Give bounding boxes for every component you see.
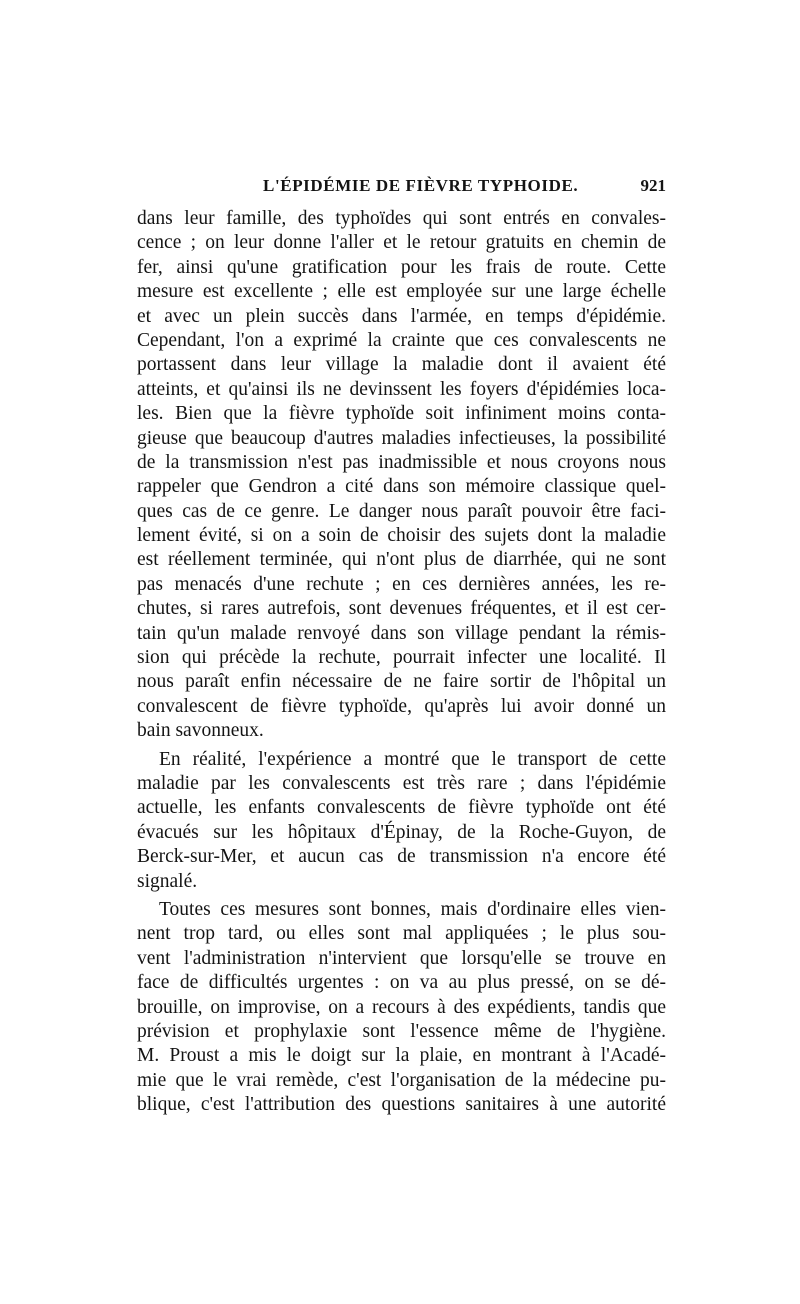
- text-line: chutes, si rares autrefois, sont devenues fréquentes, et il est cer-: [137, 598, 666, 620]
- text-line: vent l'administration n'intervient que lorsqu'elle se trouve en: [137, 947, 666, 969]
- text-line: convalescent de fièvre typhoïde, qu'après lui avoir donné un: [137, 695, 666, 717]
- text-line: rappeler que Gendron a cité dans son mémoire classique quel-: [137, 476, 666, 498]
- text-line: fer, ainsi qu'une gratification pour les frais de route. Cette: [137, 256, 666, 278]
- text-line: face de difficultés urgentes : on va au plus pressé, on se dé-: [137, 972, 666, 994]
- text-line: gieuse que beaucoup d'autres maladies infectieuses, la possibilité: [137, 427, 666, 449]
- text-line: maladie par les convalescents est très rare ; dans l'épidémie: [137, 772, 666, 794]
- text-line: signalé.: [137, 870, 198, 892]
- text-line: évacués sur les hôpitaux d'Épinay, de la Roche-Guyon, de: [137, 821, 666, 843]
- text-line: pas menacés d'une rechute ; en ces dernières années, les re-: [137, 573, 666, 595]
- paragraph-1: [137, 207, 666, 744]
- text-line: Cependant, l'on a exprimé la crainte que ces convalescents ne: [137, 329, 666, 351]
- text-line: En réalité, l'expérience a montré que le transport de cette: [159, 748, 666, 770]
- text-line: Toutes ces mesures sont bonnes, mais d'ordinaire elles vien-: [159, 898, 666, 920]
- text-line: ques cas de ce genre. Le danger nous paraît pouvoir être faci-: [137, 500, 666, 522]
- running-head: [137, 176, 666, 200]
- paragraph-2: [137, 748, 666, 894]
- text-line: les. Bien que la fièvre typhoïde soit infiniment moins conta-: [137, 403, 666, 425]
- text-line: sion qui précède la rechute, pourrait infecter une localité. Il: [137, 647, 666, 669]
- text-line: nous paraît enfin nécessaire de ne faire sortir de l'hôpital un: [137, 671, 666, 693]
- text-line: dans leur famille, des typhoïdes qui sont entrés en convales-: [137, 208, 666, 229]
- text-line: cence ; on leur donne l'aller et le retour gratuits en chemin de: [137, 232, 666, 254]
- text-line: bain savonneux.: [137, 720, 264, 742]
- text-line: est réellement terminée, qui n'ont plus de diarrhée, qui ne sont: [137, 549, 666, 571]
- text-line: mie que le vrai remède, c'est l'organisation de la médecine pu-: [137, 1069, 666, 1091]
- text-line: M. Proust a mis le doigt sur la plaie, en montrant à l'Acadé-: [137, 1045, 666, 1067]
- text-line: tain qu'un malade renvoyé dans son village pendant la rémis-: [137, 622, 666, 644]
- body-text: [137, 207, 666, 1117]
- text-line: prévision et prophylaxie sont l'essence même de l'hygiène.: [137, 1020, 666, 1042]
- text-line: portassent dans leur village la maladie dont il avaient été: [137, 354, 666, 376]
- running-title: L'ÉPIDÉMIE DE FIÈVRE TYPHOIDE.: [263, 176, 579, 195]
- text-line: lement évité, si on a soin de choisir des sujets dont la maladie: [137, 525, 666, 547]
- page-number: 921: [640, 176, 666, 195]
- text-line: mesure est excellente ; elle est employée sur une large échelle: [137, 281, 666, 303]
- text-line: et avec un plein succès dans l'armée, en temps d'épidémie.: [137, 305, 666, 327]
- text-line: de la transmission n'est pas inadmissible et nous croyons nous: [137, 451, 666, 473]
- text-line: actuelle, les enfants convalescents de fièvre typhoïde ont été: [137, 797, 666, 819]
- paragraph-3: [137, 898, 666, 1118]
- text-line: Berck-sur-Mer, et aucun cas de transmission n'a encore été: [137, 846, 666, 868]
- text-line: nent trop tard, ou elles sont mal appliquées ; le plus sou-: [137, 923, 666, 945]
- text-line: blique, c'est l'attribution des questions sanitaires à une autorité: [137, 1094, 666, 1116]
- text-line: brouille, on improvise, on a recours à des expédients, tandis que: [137, 996, 666, 1018]
- text-line: atteints, et qu'ainsi ils ne devinssent les foyers d'épidémies loca-: [137, 378, 666, 400]
